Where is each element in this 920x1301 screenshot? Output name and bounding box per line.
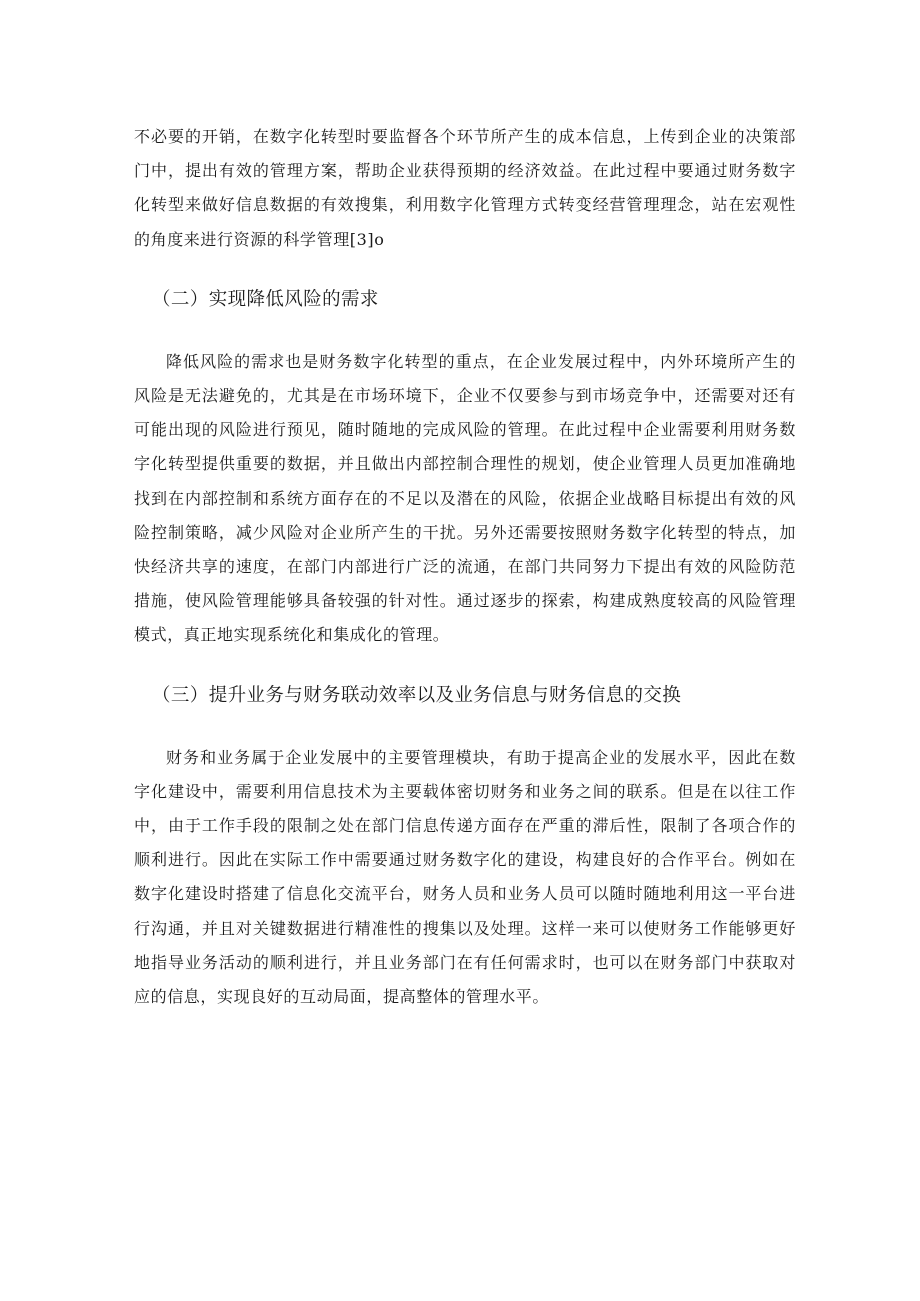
section-heading-risk-reduction: （二）实现降低风险的需求 <box>152 288 379 310</box>
spacer <box>134 711 796 741</box>
spacer <box>134 315 796 345</box>
document-body <box>134 120 796 1014</box>
spacer <box>134 653 796 681</box>
section-heading-business-finance-linkage: （三）提升业务与财务联动效率以及业务信息与财务信息的交换 <box>152 684 682 706</box>
paragraph-business-finance-linkage: 财务和业务属于企业发展中的主要管理模块，有助于提高企业的发展水平，因此在数字化建设中，需要利用信息技术为主要载体密切财务和业务之间的联系。但是在以往工作中，由于工作手段的限制之处在部门信息传递方面存在严重的滞后性，限制了各项合作的顺利进行。因此在实际工作中需要通过财务数字化的建设，构建良好的合作平台。例如在数字化建设时搭建了信息化交流平台，财务人员和业务人员可以随时随地利用这一平台进行沟通，并且对关键数据进行精准性的搜集以及处理。这样一来可以使财务工作能够更好地指导业务活动的顺利进行，并且业务部门在有任何需求时，也可以在财务部门中获取对应的信息，实现良好的互动局面，提高整体的管理水平。 <box>134 747 796 1007</box>
paragraph-cost-management: 不必要的开销，在数字化转型时要监督各个环节所产生的成本信息，上传到企业的决策部门中，提出有效的管理方案，帮助企业获得预期的经济效益。在此过程中要通过财务数字化转型来做好信息数据的有效搜集，利用数字化管理方式转变经营管理理念，站在宏观性的角度来进行资源的科学管理[3]o <box>134 127 796 249</box>
paragraph-risk-reduction: 降低风险的需求也是财务数字化转型的重点，在企业发展过程中，内外环境所产生的风险是无法避免的，尤其是在市场环境下，企业不仅要参与到市场竞争中，还需要对还有可能出现的风险进行预见，随时随地的完成风险的管理。在此过程中企业需要利用财务数字化转型提供重要的数据，并且做出内部控制合理性的规划，使企业管理人员更加准确地找到在内部控制和系统方面存在的不足以及潜在的风险，依据企业战略目标提出有效的风险控制策略，减少风险对企业所产生的干扰。另外还需要按照财务数字化转型的特点，加快经济共享的速度，在部门内部进行广泛的流通，在部门共同努力下提出有效的风险防范措施，使风险管理能够具备较强的针对性。通过逐步的探索，构建成熟度较高的风险管理模式，真正地实现系统化和集成化的管理。 <box>134 351 796 645</box>
spacer <box>134 257 796 285</box>
